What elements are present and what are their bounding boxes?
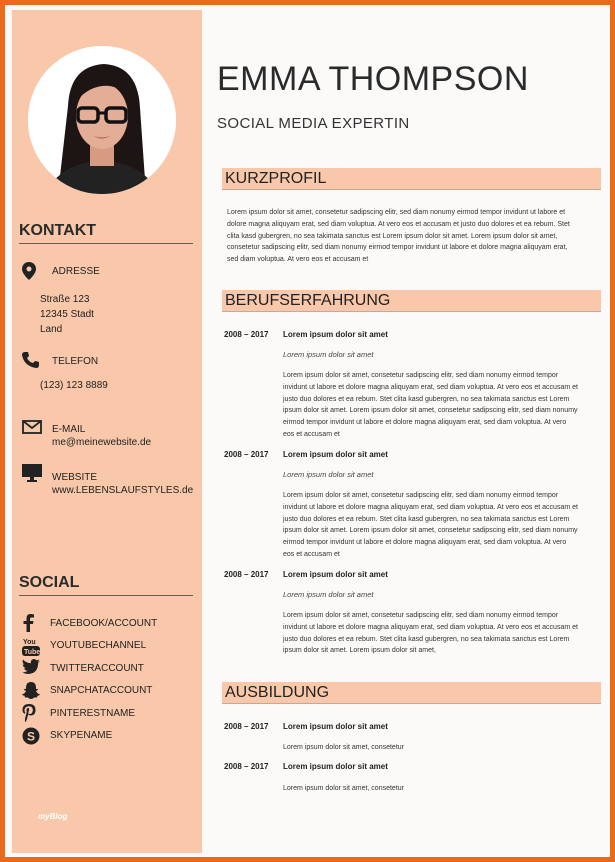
experience-subtitle: Lorem ipsum dolor sit amet — [283, 350, 374, 359]
experience-text: Lorem ipsum dolor sit amet, consetetur sadipscing elitr, sed diam nonumy eirmod tempor invidunt ut labore et dolore magna aliquyam erat, sed diam voluptua. At vero eos et accusam et justo duo dolores et ea rebum. Stet clita kasd gubergren, no sea takimata sanctus est Lorem ipsum dolor sit amet. Lorem ipsum dolor sit amet, — [283, 612, 578, 655]
address-block — [22, 262, 100, 337]
education-text: Lorem ipsum dolor sit amet, consetetur — [283, 785, 404, 792]
snapchat-icon — [22, 682, 46, 700]
contact-heading: KONTAKT — [19, 222, 193, 244]
website-block — [22, 464, 193, 498]
social-list — [22, 612, 157, 747]
email-block — [22, 420, 151, 450]
education-date: 2008 – 2017 — [224, 722, 269, 731]
experience-date: 2008 – 2017 — [224, 570, 269, 579]
svg-text:Tube: Tube — [24, 648, 40, 656]
experience-subtitle: Lorem ipsum dolor sit amet — [283, 470, 374, 479]
experience-date: 2008 – 2017 — [224, 330, 269, 339]
section-title: BERUFSERFAHRUNG — [225, 292, 391, 309]
social-label: TWITTERACCOUNT — [50, 662, 144, 674]
section-heading-experience — [222, 290, 601, 312]
person-name: EMMA THOMPSON — [217, 60, 529, 98]
social-label: PINTERESTNAME — [50, 707, 136, 719]
experience-title: Lorem ipsum dolor sit amet — [283, 330, 388, 339]
experience-title: Lorem ipsum dolor sit amet — [283, 450, 388, 459]
profile-photo — [28, 46, 176, 194]
brand-logo: myBlog — [38, 812, 68, 821]
website-label: WEBSITE — [52, 472, 98, 483]
experience-date: 2008 – 2017 — [224, 450, 269, 459]
address-label: ADRESSE — [52, 265, 100, 277]
profile-text: Lorem ipsum dolor sit amet, consetetur sadipscing elitr, sed diam nonumy eirmod tempor invidunt ut labore et dolore magna aliquyam erat, sed diam voluptua. At vero eos et accusam et justo duo dolores et ea rebum. Stet clita kasd gubergren, no sea takimata sanctus est Lorem ipsum dolor sit amet. Lorem ipsum dolor sit amet, consetetur sadipscing elitr, sed diam nonumy eirmod tempor invidunt ut labore et dolore magna aliquyam erat, sed diam voluptua. At vero eos et accusam et — [227, 209, 570, 264]
education-date: 2008 – 2017 — [224, 762, 269, 771]
education-title: Lorem ipsum dolor sit amet — [283, 762, 388, 771]
address-line-1: Straße 123 — [40, 294, 90, 305]
social-label: SNAPCHATACCOUNT — [50, 685, 153, 697]
social-item-snapchat[interactable] — [22, 680, 157, 703]
email-label: E-MAIL — [52, 424, 86, 435]
facebook-icon — [22, 614, 46, 632]
social-item-pinterest[interactable] — [22, 702, 157, 725]
phone-block — [22, 352, 108, 393]
education-text: Lorem ipsum dolor sit amet, consetetur — [283, 744, 404, 751]
svg-text:You: You — [23, 638, 36, 646]
address-line-2: 12345 Stadt — [40, 309, 94, 320]
experience-text: Lorem ipsum dolor sit amet, consetetur sadipscing elitr, sed diam nonumy eirmod tempor invidunt ut labore et dolore magna aliquyam erat, sed diam voluptua. At vero eos et accusam et justo duo dolores et ea rebum. Stet clita kasd gubergren, no sea takimata sanctus est Lorem ipsum dolor sit amet. Lorem ipsum dolor sit amet, consetetur sadipscing elitr, sed diam nonumy eirmod tempor invidunt ut labore et dolore magna aliquyam erat, sed diam voluptua. At vero eos et accusam et — [283, 492, 578, 558]
monitor-icon — [22, 464, 44, 482]
address-line-3: Land — [40, 324, 63, 335]
skype-icon — [22, 727, 46, 745]
email-value[interactable]: me@meinewebsite.de — [52, 437, 152, 448]
section-heading-education — [222, 682, 601, 704]
website-value[interactable]: www.LEBENSLAUFSTYLES.de — [52, 485, 194, 496]
social-item-twitter[interactable] — [22, 657, 157, 680]
youtube-icon — [22, 637, 46, 655]
pinterest-icon — [22, 704, 46, 722]
social-label: SKYPENAME — [50, 730, 113, 742]
location-pin-icon — [22, 262, 44, 280]
twitter-icon — [22, 659, 46, 677]
education-title: Lorem ipsum dolor sit amet — [283, 722, 388, 731]
social-label: FACEBOOK/ACCOUNT — [50, 617, 158, 629]
social-label: YOUTUBECHANNEL — [50, 640, 147, 652]
social-item-youtube[interactable] — [22, 635, 157, 658]
phone-value[interactable]: (123) 123 8889 — [40, 380, 108, 391]
experience-title: Lorem ipsum dolor sit amet — [283, 570, 388, 579]
job-title: SOCIAL MEDIA EXPERTIN — [217, 115, 410, 132]
svg-text:S: S — [27, 729, 36, 744]
section-title: AUSBILDUNG — [225, 684, 330, 701]
mail-icon — [22, 420, 44, 438]
social-item-facebook[interactable] — [22, 612, 157, 635]
social-item-skype[interactable] — [22, 725, 157, 748]
section-heading-profile — [222, 168, 601, 190]
section-title: KURZPROFIL — [225, 170, 327, 187]
experience-text: Lorem ipsum dolor sit amet, consetetur sadipscing elitr, sed diam nonumy eirmod tempor invidunt ut labore et dolore magna aliquyam erat, sed diam voluptua. At vero eos et accusam et justo duo dolores et ea rebum. Stet clita kasd gubergren, no sea takimata sanctus est Lorem ipsum dolor sit amet. Lorem ipsum dolor sit amet, consetetur sadipscing elitr, sed diam nonumy eirmod tempor invidunt ut labore et dolore magna aliquyam erat, sed diam voluptua. At vero eos et accusam et — [283, 372, 578, 438]
phone-icon — [22, 352, 44, 370]
social-heading: SOCIAL — [19, 574, 193, 596]
phone-label: TELEFON — [52, 355, 99, 367]
experience-subtitle: Lorem ipsum dolor sit amet — [283, 590, 374, 599]
